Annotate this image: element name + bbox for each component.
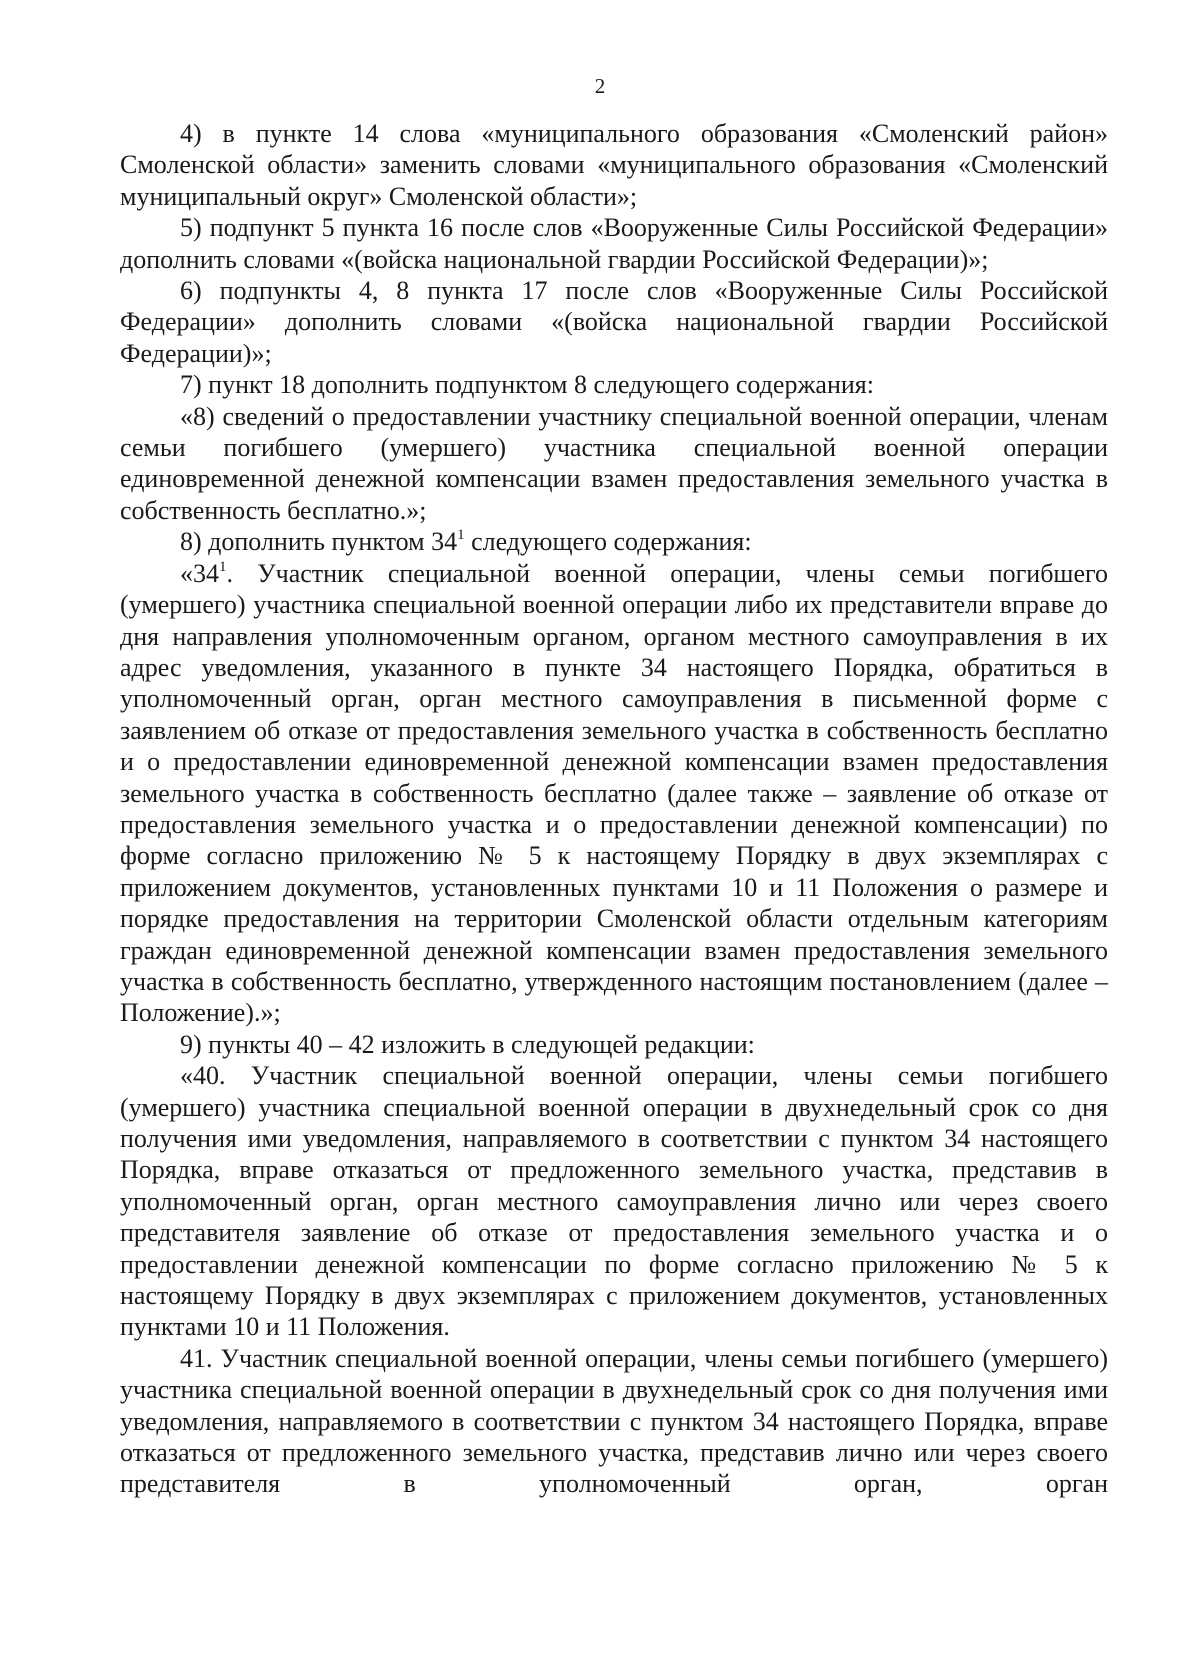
document-body bbox=[120, 118, 1108, 1500]
paragraph-clause-34-1-start: «34 bbox=[180, 558, 219, 588]
paragraph-item-7: 7) пункт 18 дополнить подпунктом 8 следующего содержания: bbox=[180, 370, 874, 400]
paragraph-item-4: 4) в пункте 14 слова «муниципального образования «Смоленский район» Смоленской области» заменить словами «муниципального образования «Смоленский муниципальный округ» Смоленской области»; bbox=[120, 119, 1108, 211]
page-number: 2 bbox=[594, 74, 606, 98]
superscript: 1 bbox=[219, 558, 227, 575]
paragraph-clause-41: 41. Участник специальной военной операции, члены семьи погибшего (умершего) участника специальной военной операции в двухнедельный срок со дня получения ими уведомления, направляемого в соответствии с пунктом 34 настоящего Порядка, вправе отказаться от предложенного земельного участка, представив лично или через своего представителя в уполномоченный орган, орган bbox=[120, 1343, 1108, 1499]
superscript: 1 bbox=[457, 527, 465, 544]
paragraph-item-9: 9) пункты 40 – 42 изложить в следующей редакции: bbox=[180, 1029, 755, 1059]
paragraph-item-8-text: 8) дополнить пунктом 34 bbox=[180, 527, 458, 557]
paragraph-clause-34-1 bbox=[120, 558, 1108, 1029]
paragraph-item-6: 6) подпункты 4, 8 пункта 17 после слов «Вооруженные Силы Российской Федерации» дополнить словами «(войска национальной гвардии Российской Федерации)»; bbox=[120, 276, 1108, 368]
paragraph-quote-8: «8) сведений о предоставлении участнику специальной военной операции, членам семьи погибшего (умершего) участника специальной военной операции единовременной денежной компенсации взамен предоставления земельного участка в собственность бесплатно.»; bbox=[120, 401, 1108, 525]
paragraph-item-5: 5) подпункт 5 пункта 16 после слов «Вооруженные Силы Российской Федерации» дополнить словами «(войска национальной гвардии Российской Федерации)»; bbox=[120, 213, 1108, 274]
paragraph-item-8 bbox=[120, 526, 1108, 557]
paragraph-item-8-tail: следующего содержания: bbox=[464, 527, 752, 557]
paragraph-clause-40: «40. Участник специальной военной операции, члены семьи погибшего (умершего) участника специальной военной операции в двухнедельный срок со дня получения ими уведомления, направляемого в соответствии с пунктом 34 настоящего Порядка, вправе отказаться от предложенного земельного участка, представив в уполномоченный орган, орган местного самоуправления лично или через своего представителя заявление об отказе от предоставления земельного участка и о предоставлении денежной компенсации по форме согласно приложению № 5 к настоящему Порядку в двух экземплярах с приложением документов, установленных пунктами 10 и 11 Положения. bbox=[120, 1061, 1108, 1342]
paragraph-clause-34-1-text: . Участник специальной военной операции, члены семьи погибшего (умершего) участника специальной военной операции либо их представители вправе до дня направления уполномоченным органом, органом местного самоуправления в их адрес уведомления, указанного в пункте 34 настоящего Порядка, обратиться в уполномоченный орган, орган местного самоуправления в письменной форме с заявлением об отказе от предоставления земельного участка в собственность бесплатно и о предоставлении единовременной денежной компенсации взамен предоставления земельного участка в собственность бесплатно (далее также – заявление об отказе от предоставления земельного участка и о предоставлении денежной компенсации) по форме согласно приложению № 5 к настоящему Порядку в двух экземплярах с приложением документов, установленных пунктами 10 и 11 Положения о размере и порядке предоставления на территории Смоленской области отдельным категориям граждан единовременной денежной компенсации взамен предоставления земельного участка в собственность бесплатно, утвержденного настоящим постановлением (далее – Положение).»; bbox=[120, 558, 1108, 1028]
